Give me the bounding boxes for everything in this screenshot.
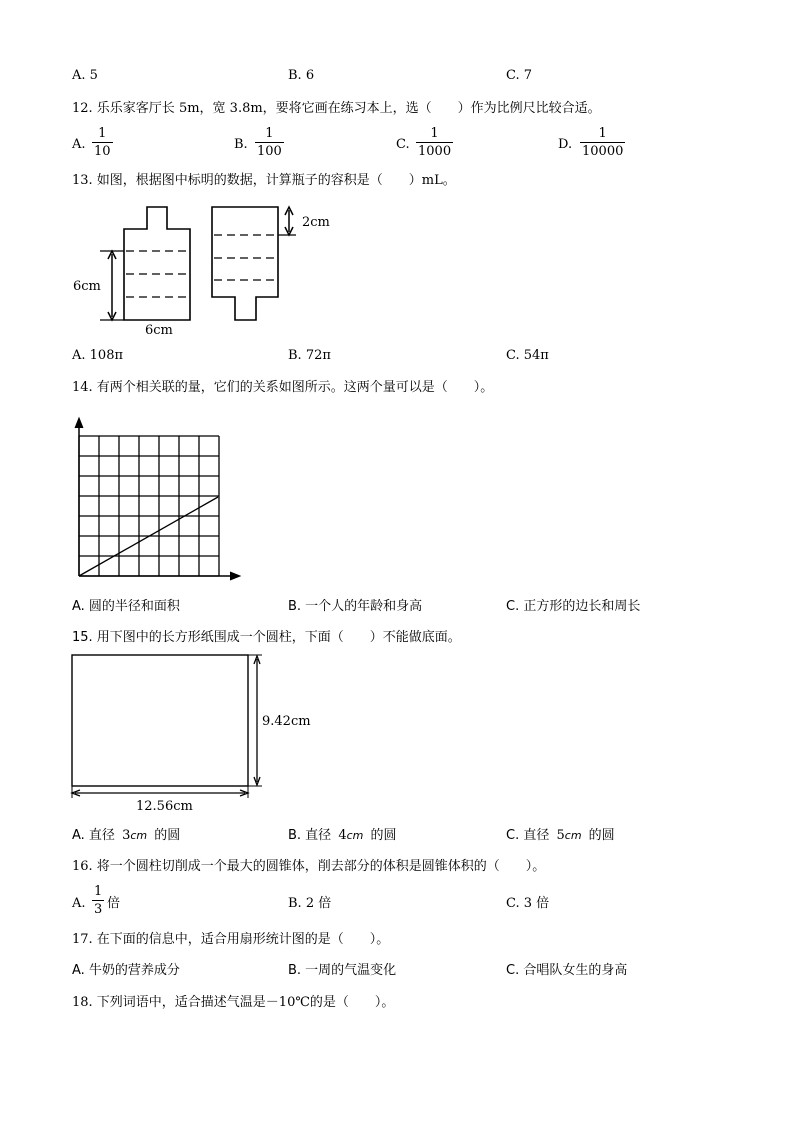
q18-stem: 18. 下列词语中，适合描述气温是－10℃的是（ ）。 xyxy=(72,995,395,1010)
q12-option-a-label: A. xyxy=(72,137,86,152)
q15-option-b xyxy=(288,828,397,844)
q16-option-b: B. 2 倍 xyxy=(288,896,332,911)
q13-option-c: C. 54π xyxy=(506,348,549,363)
q15-b-prefix: B. 直径 xyxy=(288,828,332,843)
q12-d-denominator: 10000 xyxy=(582,144,624,159)
q12-option-c-label: C. xyxy=(396,137,410,152)
q11-option-a: A. 5 xyxy=(72,68,98,83)
q14-option-b: B. 一个人的年龄和身高 xyxy=(288,599,423,614)
q16-stem: 16. 将一个圆柱切削成一个最大的圆锥体，削去部分的体积是圆锥体积的（ ）。 xyxy=(72,859,546,874)
q12-b-numerator: 1 xyxy=(255,126,284,143)
q12-stem: 12. 乐乐家客厅长 5m，宽 3.8m，要将它画在练习本上，选（ ）作为比例尺比较合适。 xyxy=(72,101,601,116)
q15-option-a xyxy=(72,828,180,844)
q15-b-value: 4 xyxy=(338,828,347,843)
q15-c-suffix: 的圆 xyxy=(588,828,615,843)
q11-option-b: B. 6 xyxy=(288,68,315,83)
q11-option-c: C. 7 xyxy=(506,68,533,83)
q17-option-b: B. 一周的气温变化 xyxy=(288,963,397,978)
q12-c-denominator: 1000 xyxy=(418,144,452,159)
q17-option-a: A. 牛奶的营养成分 xyxy=(72,963,180,978)
q14-option-a: A. 圆的半径和面积 xyxy=(72,599,180,614)
q15-option-c xyxy=(506,828,615,844)
q12-d-numerator: 1 xyxy=(580,126,625,143)
q16-option-a-fraction xyxy=(92,884,104,917)
q15-rectangle xyxy=(72,655,248,786)
q13-stem: 13. 如图，根据图中标明的数据，计算瓶子的容积是（ ）mL。 xyxy=(72,173,456,188)
q16-option-a-label: A. xyxy=(72,896,86,911)
q13-height-label: 6cm xyxy=(73,279,101,294)
q12-b-denominator: 100 xyxy=(257,144,282,159)
q16-option-a-suffix: 倍 xyxy=(107,896,121,911)
q14-option-c: C. 正方形的边长和周长 xyxy=(506,599,641,614)
q13-option-b: B. 72π xyxy=(288,348,331,363)
q16-option-c: C. 3 倍 xyxy=(506,896,550,911)
q12-a-denominator: 10 xyxy=(94,144,111,159)
q12-a-numerator: 1 xyxy=(92,126,113,143)
q15-height-label: 9.42cm xyxy=(262,714,311,729)
q12-option-d-label: D. xyxy=(558,137,573,152)
q15-stem: 15. 用下图中的长方形纸围成一个圆柱，下面（ ）不能做底面。 xyxy=(72,630,461,645)
q15-c-prefix: C. 直径 xyxy=(506,828,550,843)
q15-c-unit: cm xyxy=(564,829,582,842)
q16-a-numerator: 1 xyxy=(94,884,103,899)
q12-c-numerator: 1 xyxy=(416,126,453,143)
q16-a-denominator: 3 xyxy=(94,902,103,917)
q15-b-suffix: 的圆 xyxy=(370,828,397,843)
q15-a-prefix: A. 直径 xyxy=(72,828,115,843)
q12-option-b-label: B. xyxy=(234,137,248,152)
q13-top-gap-label: 2cm xyxy=(302,215,330,230)
q15-a-value: 3 xyxy=(122,828,131,843)
q13-option-a: A. 108π xyxy=(72,348,124,363)
q13-width-label: 6cm xyxy=(145,323,173,338)
q15-width-label: 12.56cm xyxy=(136,799,193,814)
q17-stem: 17. 在下面的信息中，适合用扇形统计图的是（ ）。 xyxy=(72,932,390,947)
q15-c-value: 5 xyxy=(556,828,565,843)
q17-option-c: C. 合唱队女生的身高 xyxy=(506,963,628,978)
q15-a-unit: cm xyxy=(130,829,148,842)
q15-b-unit: cm xyxy=(346,829,364,842)
q15-a-suffix: 的圆 xyxy=(154,828,181,843)
q14-stem: 14. 有两个相关联的量，它们的关系如图所示。这两个量可以是（ ）。 xyxy=(72,380,494,395)
